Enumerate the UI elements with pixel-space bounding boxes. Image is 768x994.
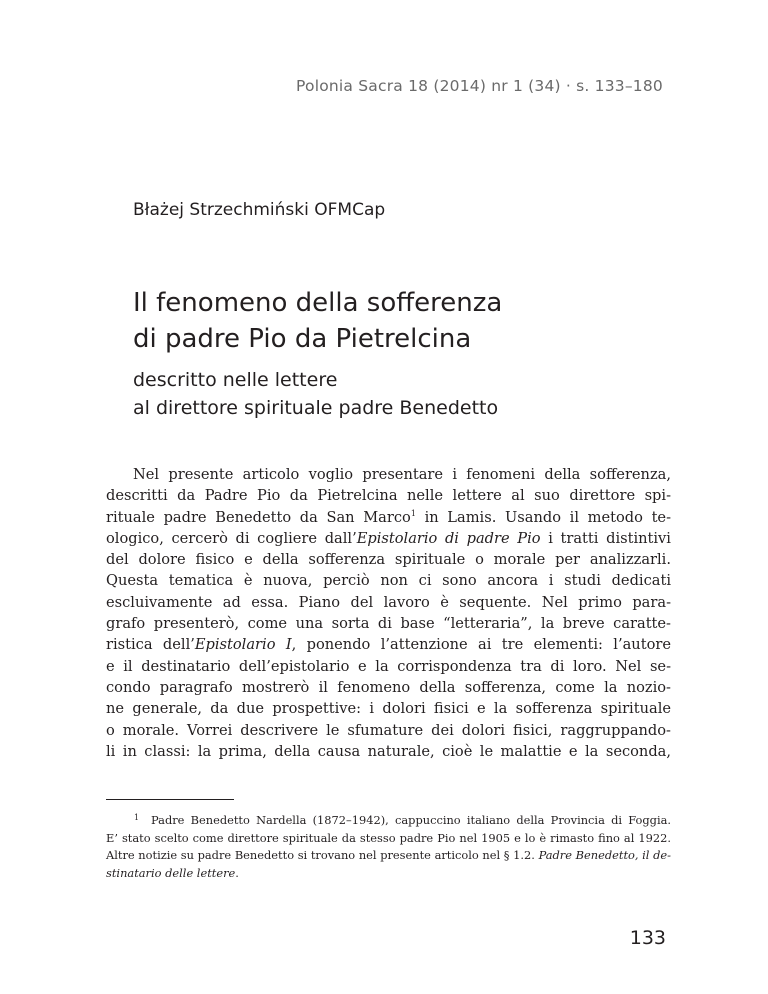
body-paragraph (106, 464, 671, 762)
body-line: li in classi: la prima, della causa naturale, cioè le malattie e la seconda, (106, 742, 671, 760)
body-line: Nel presente articolo voglio presentare i fenomeni della sofferenza, (133, 466, 671, 483)
footnote-line: Altre notizie su padre Benedetto si trovano nel presente articolo nel § 1.2. Padre Benedetto, il de- (106, 848, 671, 863)
body-line: descritti da Padre Pio da Pietrelcina nelle lettere al suo direttore spi- (106, 487, 671, 505)
body-line: ristica dell’Epistolario I, ponendo l’attenzione ai tre elementi: l’autore (106, 636, 671, 654)
journal-citation: Polonia Sacra 18 (2014) nr 1 (34) · s. 133–180 (296, 77, 663, 95)
article-title (133, 285, 502, 357)
footnote-reference[interactable]: 1 (410, 508, 416, 518)
title-line-1: Il fenomeno della sofferenza (133, 288, 503, 318)
footnote-line: 1 Padre Benedetto Nardella (1872–1942), cappuccino italiano della Provincia di Foggia. (106, 809, 671, 830)
footnote-line: stinatario delle lettere. (106, 865, 239, 880)
body-line: e il destinatario dell’epistolario e la corrispondenza tra di loro. Nel se- (106, 657, 671, 675)
title-line-2: di padre Pio da Pietrelcina (133, 324, 472, 354)
author-name: Błażej Strzechmiński OFMCap (133, 200, 386, 220)
body-line: condo paragrafo mostrerò il fenomeno della sofferenza, come la nozio- (106, 678, 671, 696)
footnote-separator (106, 799, 234, 800)
subtitle-line-2: al direttore spirituale padre Benedetto (133, 397, 499, 419)
article-subtitle (133, 366, 498, 422)
body-line: ne generale, da due prospettive: i dolori fisici e la sofferenza spirituale (106, 700, 671, 718)
footnote (106, 809, 671, 882)
body-line: del dolore fisico e della sofferenza spirituale o morale per analizzarli. (106, 551, 671, 569)
subtitle-line-1: descritto nelle lettere (133, 369, 338, 391)
body-line: Questa tematica è nuova, perciò non ci sono ancora i studi dedicati (106, 572, 671, 590)
page-number: 133 (629, 927, 666, 949)
body-line: rituale padre Benedetto da San Marco$^1$ in Lamis. Usando il metodo te- (106, 508, 672, 526)
body-line: o morale. Vorrei descrivere le sfumature dei dolori fisici, raggruppando- (106, 721, 671, 739)
footnote-line: E’ stato scelto come direttore spirituale da stesso padre Pio nel 1905 e lo è rimasto fino al 1922. (106, 830, 671, 845)
footnote-number: 1 (134, 813, 140, 822)
body-line: escluivamente ad essa. Piano del lavoro è sequente. Nel primo para- (106, 593, 671, 611)
body-line: ologico, cercerò di cogliere dall’Epistolario di padre Pio i tratti distintivi (106, 529, 671, 547)
body-line: grafo presenterò, come una sorta di base “letteraria”, la breve caratte- (106, 615, 671, 633)
